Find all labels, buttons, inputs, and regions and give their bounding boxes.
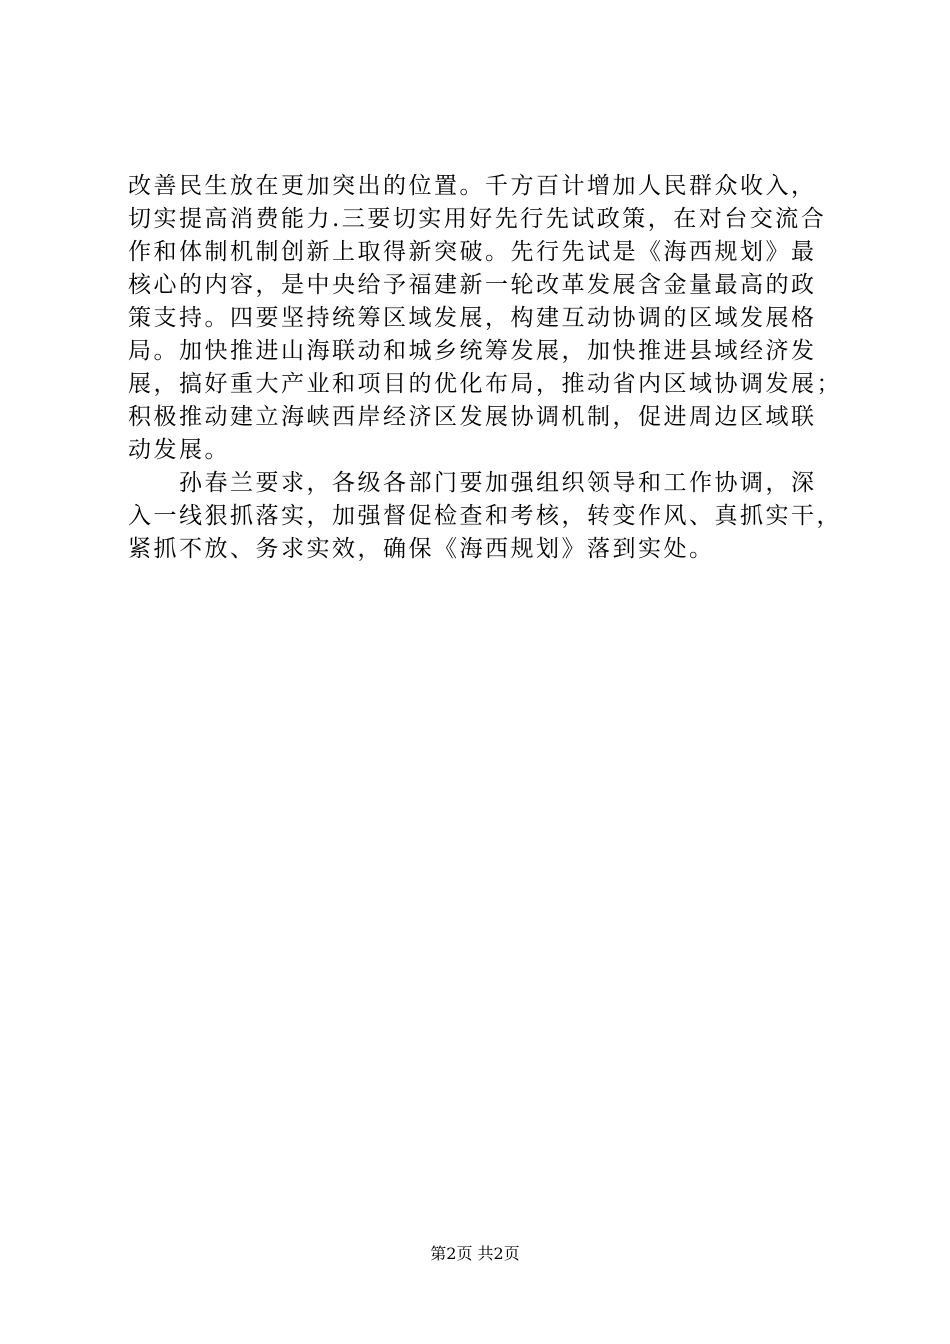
text-line: 积极推动建立海峡西岸经济区发展协调机制，促进周边区域联 (128, 404, 817, 430)
text-line: 局。加快推进山海联动和城乡统筹发展，加快推进县域经济发 (128, 338, 817, 364)
text-line: 作和体制机制创新上取得新突破。先行先试是《海西规划》最 (128, 239, 817, 265)
body-text (128, 170, 842, 566)
text-line: 入一线狠抓落实，加强督促检查和考核，转变作风、真抓实干， (128, 503, 842, 529)
text-line: 策支持。四要坚持统筹区域发展，构建互动协调的区域发展格 (128, 305, 817, 331)
text-line: 孙春兰要求，各级各部门要加强组织领导和工作协调，深 (128, 470, 817, 496)
text-line: 切实提高消费能力.三要切实用好先行先试政策，在对台交流合 (128, 206, 827, 232)
text-line: 展，搞好重大产业和项目的优化布局，推动省内区域协调发展； (128, 371, 842, 397)
text-line: 改善民生放在更加突出的位置。千方百计增加人民群众收入， (128, 173, 817, 199)
page-footer: 第2页 共2页 (430, 1244, 520, 1263)
text-line: 动发展。 (128, 437, 230, 463)
text-line: 核心的内容，是中央给予福建新一轮改革发展含金量最高的政 (128, 272, 817, 298)
text-line: 紧抓不放、务求实效，确保《海西规划》落到实处。 (128, 536, 715, 562)
